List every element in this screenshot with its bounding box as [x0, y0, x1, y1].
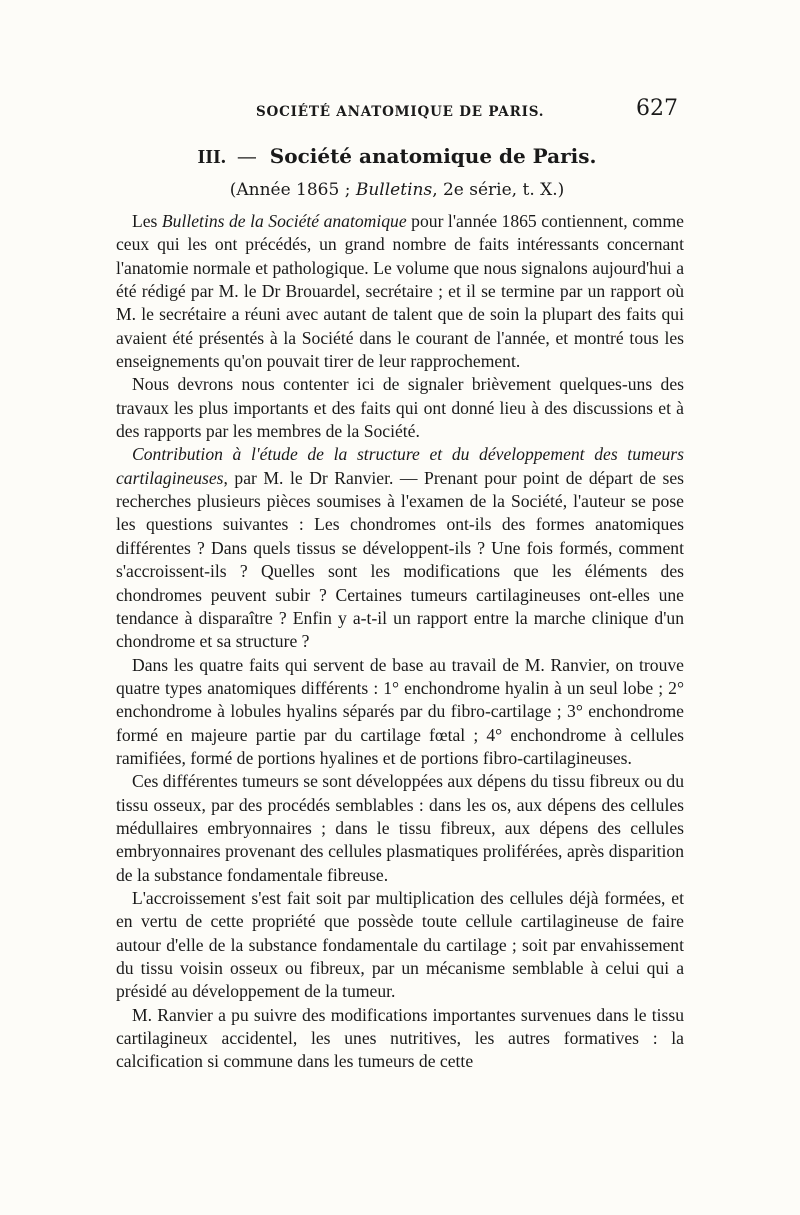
section-numeral: III. — [197, 146, 226, 168]
subtitle-italic: Bulletins — [355, 180, 433, 200]
paragraph-6: L'accroissement s'est fait soit par multiplication des cellules déjà formées, et en vertu de cette propriété que possède toute cellule cartilagineuse de faire autour d'elle de la substance fondamentale du cartilage ; soit par envahissement du tissu voisin osseux ou fibreux, par un mécanisme semblable à celui qui a présidé au développement de la tumeur. — [116, 887, 684, 1002]
body-text — [116, 210, 684, 1074]
p3-article-title: Contribution à l'étude de la structure et du développement des tumeurs cartilagineuses — [116, 444, 684, 488]
paragraph-2: Nous devrons nous contenter ici de signaler brièvement quelques-uns des travaux les plus importants et des faits qui ont donné lieu à des discussions et à des rapports par les membres de la Société. — [116, 374, 684, 442]
paragraph-7: M. Ranvier a pu suivre des modifications importantes survenues dans le tissu cartilagineux accidentel, les unes nutritives, les autres formatives : la calcification si commune dans les tumeurs de cette — [116, 1004, 684, 1072]
section-dash: — — [236, 144, 257, 168]
subtitle-suffix: , 2e série, t. X.) — [432, 180, 565, 200]
paragraph-5: Ces différentes tumeurs se sont développées aux dépens du tissu fibreux ou du tissu osseux, par des procédés semblables : dans les os, aux dépens des cellules médullaires embryonnaires ; dans le tissu fibreux, aux dépens des cellules embryonnaires provenant des cellules plasmatiques proliférées, après disparition de la substance fondamentale fibreuse. — [116, 771, 684, 885]
page-number: 627 — [636, 96, 678, 121]
paragraph-3 — [116, 443, 684, 653]
section-subtitle — [116, 180, 678, 200]
running-head — [116, 96, 678, 126]
p1-rest: pour l'année 1865 contiennent, comme ceux qui les ont précédés, un grand nombre de faits intéressants concernant l'anatomie normale et pathologique. Le volume que nous signalons aujourd'hui a été rédigé par M. le Dr Brouardel, secrétaire ; et il se termine par un rapport où M. le secrétaire a réuni avec autant de talent que de soin la plupart des faits qui avaient été présentés à la Société dans le courant de l'année, et montré tous les enseignements qu'on pouvait tirer de leur rapprochement. — [116, 211, 684, 372]
section-title: Société anatomique de Paris. — [269, 144, 597, 168]
running-title: SOCIÉTÉ ANATOMIQUE DE PARIS. — [256, 104, 545, 120]
section-heading — [116, 144, 678, 169]
paragraph-4: Dans les quatre faits qui servent de base au travail de M. Ranvier, on trouve quatre types anatomiques différents : 1° enchondrome hyalin à un seul lobe ; 2° enchondrome à lobules hyalins séparés par du fibro-cartilage ; 3° enchondrome formé en majeure partie par du cartilage fœtal ; 4° enchondrome à cellules ramifiées, formé de portions hyalines et de portions fibro-cartilagineuses. — [116, 654, 684, 768]
p1-journal-title: Bulletins de la Société anatomique — [161, 211, 407, 231]
p3-rest: , par M. le Dr Ranvier. — Prenant pour point de départ de ses recherches plusieurs pièces soumises à l'examen de la Société, l'auteur se pose les questions suivantes : Les chondromes ont-ils des formes anatomiques différentes ? Dans quels tissus se développent-ils ? Une fois formés, comment s'accroissent-ils ? Quelles sont les modifications que les éléments des chondromes peuvent subir ? Certaines tumeurs cartilagineuses ont-elles une tendance à disparaître ? Enfin y a-t-il un rapport entre la marche clinique d'un chondrome et sa structure ? — [116, 467, 684, 652]
paragraph-1 — [116, 210, 684, 373]
p1-lead: Les — [132, 211, 162, 231]
subtitle-prefix: (Année 1865 ; — [229, 180, 356, 200]
